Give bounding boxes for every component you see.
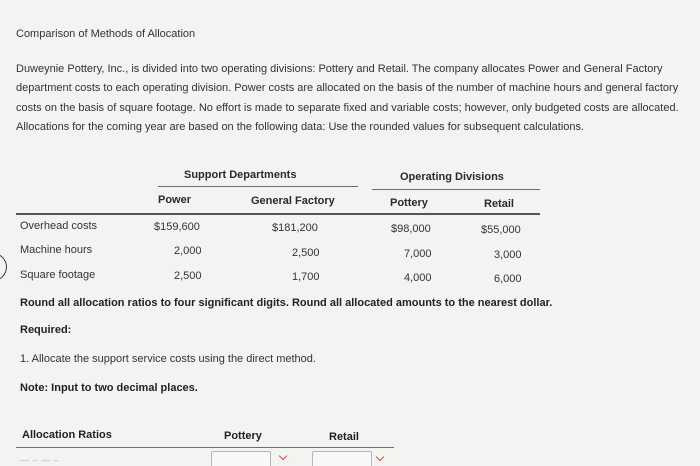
question-text: 1. Allocate the support service costs using the direct method.: [20, 353, 316, 365]
rounding-note: Round all allocation ratios to four significant digits. Round all allocated amounts to the nearest dollar.: [20, 297, 553, 309]
expand-handle-icon[interactable]: [0, 253, 7, 281]
retail-ratio-select[interactable]: [312, 451, 372, 466]
table-cell: $159,600: [154, 221, 200, 233]
page-title: Comparison of Methods of Allocation: [16, 28, 196, 40]
table-cell: $98,000: [391, 223, 431, 235]
table-cell: 1,700: [292, 271, 320, 283]
table-cell: 7,000: [404, 248, 432, 260]
table-cell: 2,500: [292, 247, 320, 259]
row-label: Overhead costs: [20, 220, 98, 232]
table-cell: 2,500: [174, 270, 202, 282]
support-departments-header: Support Departments: [184, 169, 297, 181]
col-pottery: Pottery: [390, 197, 428, 209]
faded-row-label: — – — –: [20, 455, 60, 465]
answer-col-retail: Retail: [329, 431, 359, 443]
support-header-rule: [158, 186, 358, 187]
row-label: Machine hours: [20, 244, 93, 256]
col-general-factory: General Factory: [251, 195, 335, 207]
col-power: Power: [158, 194, 192, 206]
operating-header-rule: [372, 189, 540, 190]
answer-col-pottery: Pottery: [224, 430, 262, 442]
table-cell: 4,000: [404, 272, 432, 284]
table-cell: $55,000: [481, 224, 521, 236]
pottery-ratio-select[interactable]: [211, 451, 271, 466]
required-label: Required:: [20, 324, 72, 336]
chevron-down-icon[interactable]: [376, 453, 384, 461]
table-cell: 2,000: [174, 245, 202, 257]
chevron-down-icon[interactable]: [279, 452, 287, 460]
input-note: Note: Input to two decimal places.: [20, 382, 198, 394]
table-cell: 6,000: [494, 273, 522, 285]
col-retail: Retail: [484, 198, 514, 210]
problem-description: Duweynie Pottery, Inc., is divided into two operating divisions: Pottery and Retail. The company allocates Power and General Factory department costs to each operating division. Power costs are allocated on the basis of the number of machine hours and general factory costs on the basis of square footage. No effort is made to separate fixed and variable costs; however, only budgeted costs are allocated. Allocations for the coming year are based on the following data: Use the rounded values for subsequent calculations.: [16, 63, 679, 133]
table-cell: 3,000: [494, 249, 522, 261]
row-label: Square footage: [20, 269, 96, 281]
allocation-ratios-label: Allocation Ratios: [22, 429, 112, 441]
answer-header-rule: [16, 447, 394, 448]
operating-divisions-header: Operating Divisions: [400, 171, 504, 183]
table-cell: $181,200: [272, 222, 318, 234]
column-header-rule: [16, 213, 540, 215]
